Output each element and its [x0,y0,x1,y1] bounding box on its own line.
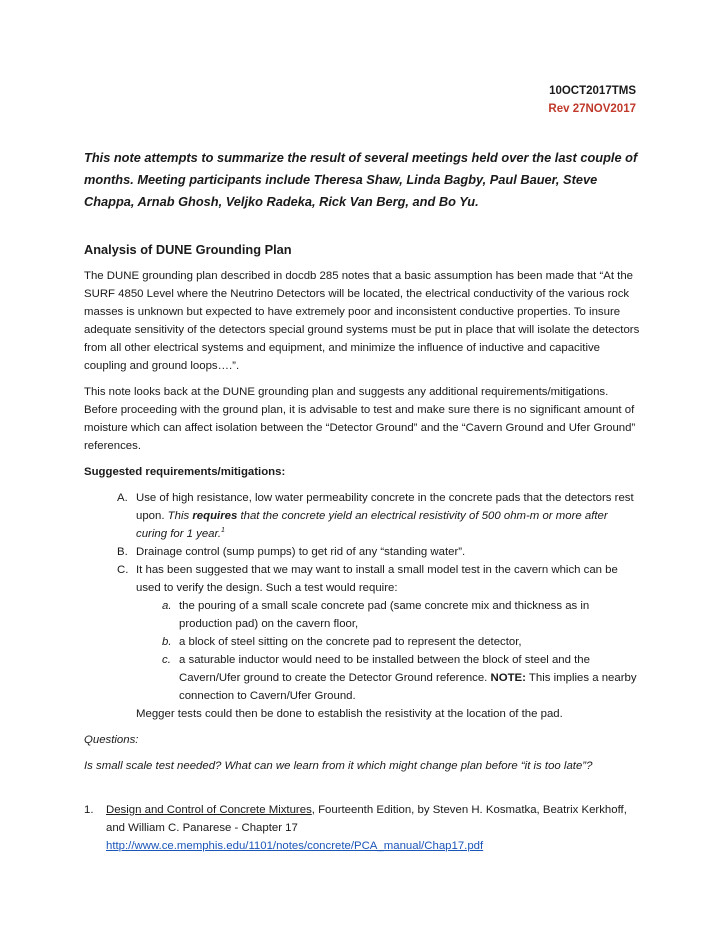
item-text: a saturable inductor would need to be installed between the block of steel and the Cavern/Ufer ground to create the Detector Ground reference. [179,654,590,684]
list-marker: A. [117,492,128,504]
list-marker: b. [162,636,172,648]
sub-list-item [84,651,640,705]
requirements-heading: Suggested requirements/mitigations: [84,466,286,478]
reference-title: Design and Control of Concrete Mixtures [106,804,312,816]
section-heading: Analysis of DUNE Grounding Plan [84,242,292,257]
note-label: NOTE: [490,672,526,684]
requirements-list [84,489,640,705]
document-date: 10OCT2017TMS [549,85,636,97]
intro-note: This note attempts to summarize the result of several meetings held over the last couple of months. Meeting participants include Theresa Shaw, Linda Bagby, Paul Bauer, Steve Chappa, Arnab Ghosh, Veljko Radeka, Rick Van Berg, and Bo Yu. [84,150,638,209]
revision-date: Rev 27NOV2017 [548,103,636,115]
list-marker: C. [117,564,129,576]
reference-details: , Fourteenth Edition, by Steven H. Kosmatka, Beatrix Kerkhoff, and William C. Panarese - Chapter 17 [106,804,627,834]
footnote-number: 1. [84,804,94,816]
list-marker: a. [162,600,172,612]
paragraph-2: This note looks back at the DUNE grounding plan and suggests any additional requirements/mitigations. Before proceeding with the ground plan, it is advisable to test and make sure there is no significant amount of moisture which can affect isolation between the “Detector Ground” and the “Cavern Ground and Ufer Ground” references. [84,386,636,452]
questions-label: Questions: [84,734,139,746]
list-item: A. Use of high resistance, low water permeability concrete in the concrete pads that the detectors rest upon. This requires that the concrete yield an electrical resistivity of 500 ohm-m or more after curing for 1 year.$^1$ [84,489,640,543]
footnote [84,801,640,855]
list-marker: c. [162,654,171,666]
item-text: Drainage control (sump pumps) to get rid of any “standing water”. [136,546,466,558]
footnote-marker: 1 [221,527,225,535]
document-body [84,241,640,855]
list-marker: B. [117,546,128,558]
megger-note: Megger tests could then be done to establish the resistivity at the location of the pad. [136,708,563,720]
item-text: It has been suggested that we may want to install a small model test in the cavern which can be used to verify the design. Such a test would require: [136,564,618,594]
item-text: a block of steel sitting on the concrete pad to represent the detector, [179,636,522,648]
paragraph-1: The DUNE grounding plan described in docdb 285 notes that a basic assumption has been made that “At the SURF 4850 Level where the Neutrino Detectors will be located, the electrical conductivity of the various rock masses is unknown but expected to have extremely poor and inconsistent conductive properties. To insure adequate sensitivity of the detectors special ground systems must be put in place that will isolate the detectors from all other electrical systems and equipment, and minimize the influence of inductive and capacitive coupling and ground loops….”. [84,270,640,372]
question-text: Is small scale test needed? What can we learn from it which might change plan before “it is too late”? [84,760,593,772]
sub-list-item [84,597,640,633]
list-item [84,543,640,561]
list-item [84,561,640,597]
note-text: This implies a nearby connection to Cavern/Ufer Ground. [179,672,637,702]
reference-link[interactable]: http://www.ce.memphis.edu/1101/notes/concrete/PCA_manual/Chap17.pdf [106,840,484,852]
item-text: the pouring of a small scale concrete pad (same concrete mix and thickness as in production pad) on the cavern floor, [179,600,590,630]
item-text: Use of high resistance, low water permeability concrete in the concrete pads that the detectors rest upon. [136,492,634,522]
sub-list-item [84,633,640,651]
